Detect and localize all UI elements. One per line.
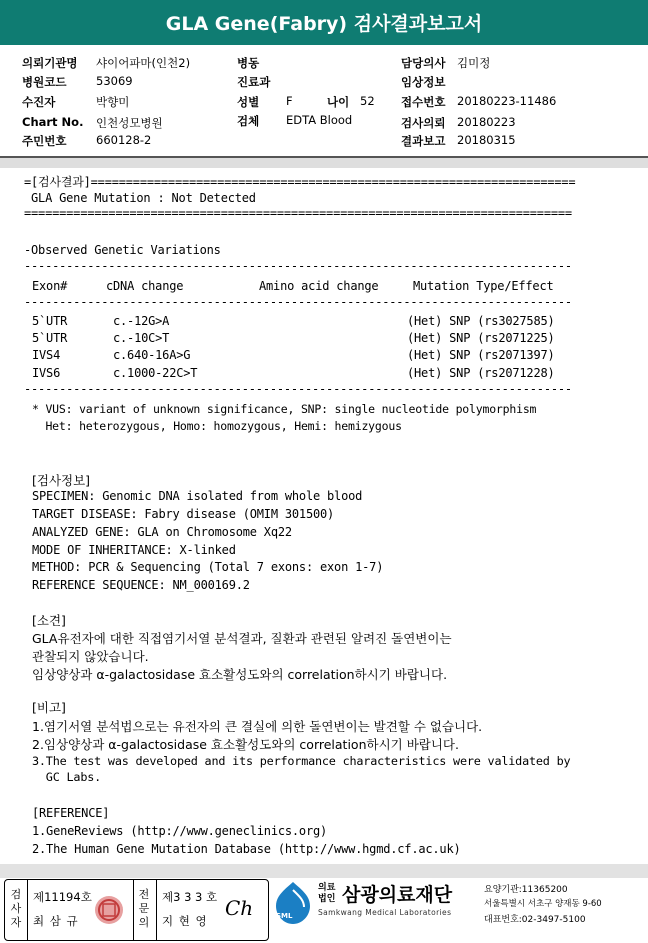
- org-english-name: Samkwang Medical Laboratories: [318, 908, 452, 917]
- double-rule: ==============================================================================: [24, 206, 572, 220]
- org-prefix: 의료 법인: [318, 883, 336, 904]
- label-sex: 성별: [237, 95, 260, 109]
- row-exon: 5`UTR: [32, 331, 68, 345]
- col-amino: Amino acid change: [259, 279, 379, 293]
- inspector-label: 검 사 자: [10, 888, 22, 929]
- inspector-name: 최 삼 규: [33, 914, 79, 928]
- result-header: =[검사결과]=====================================================================: [24, 175, 576, 189]
- report-title: GLA Gene(Fabry) 검사결과보고서: [0, 0, 648, 45]
- label-ward: 병동: [237, 56, 260, 70]
- mutation-summary: GLA Gene Mutation : Not Detected: [24, 191, 256, 205]
- row-cdna: c.-10C>T: [113, 331, 170, 345]
- label-resident-no: 주민번호: [22, 134, 67, 148]
- findings-line: GLA유전자에 대한 직접염기서열 분석결과, 질환과 관련된 알려진 돌연변이는: [32, 631, 452, 646]
- value-physician: 김미정: [457, 56, 491, 70]
- remarks-heading: [비고]: [32, 700, 66, 715]
- table-bottom-rule: ------------------------------------------------------------------------------: [24, 382, 572, 396]
- signature-box: [4, 879, 269, 941]
- label-hospital-code: 병원코드: [22, 75, 67, 89]
- label-age: 나이: [327, 95, 350, 109]
- label-report-date: 결과보고: [401, 134, 446, 148]
- test-info-line: REFERENCE SEQUENCE: NM_000169.2: [32, 578, 250, 592]
- label-department: 진료과: [237, 75, 271, 89]
- footer-gray-band: [0, 864, 648, 878]
- institution-code: 요양기관:11365200: [484, 885, 568, 895]
- label-clinical-info: 임상정보: [401, 75, 446, 89]
- row-exon: 5`UTR: [32, 314, 68, 328]
- observed-heading: -Observed Genetic Variations: [24, 243, 221, 257]
- patient-info: [0, 49, 648, 159]
- doctor-license: 제3 3 3 호: [162, 890, 218, 904]
- findings-line: 임상양상과 α-galactosidase 효소활성도와의 correlation하시기 바랍니다.: [32, 667, 448, 682]
- remarks-line: 3.The test was developed and its performance characteristics were validated by: [32, 754, 571, 768]
- findings-heading: [소견]: [32, 613, 66, 628]
- specialist-label: 전 문 의: [138, 888, 150, 929]
- test-info-line: MODE OF INHERITANCE: X-linked: [32, 543, 236, 557]
- value-resident-no: 660128-2: [96, 133, 152, 147]
- inspector-seal-icon: [93, 892, 125, 928]
- test-info-line: ANALYZED GENE: GLA on Chromosome Xq22: [32, 525, 292, 539]
- row-effect: (Het) SNP (rs3027585): [407, 314, 555, 328]
- table-top-rule: ------------------------------------------------------------------------------: [24, 259, 572, 273]
- row-exon: IVS6: [32, 366, 61, 380]
- label-specimen: 검체: [237, 114, 260, 128]
- row-cdna: c.640-16A>G: [113, 348, 191, 362]
- header-gray-band: [0, 158, 648, 168]
- test-info-line: METHOD: PCR & Sequencing (Total 7 exons: exon 1-7): [32, 560, 384, 574]
- value-age: 52: [360, 94, 375, 108]
- remarks-line: 2.임상양상과 α-galactosidase 효소활성도와의 correlation하시기 바랍니다.: [32, 737, 459, 752]
- table-header-rule: ------------------------------------------------------------------------------: [24, 295, 572, 309]
- col-cdna: cDNA change: [106, 279, 184, 293]
- value-patient-name: 박향미: [96, 95, 130, 109]
- row-effect: (Het) SNP (rs2071228): [407, 366, 555, 380]
- test-info-heading: [검사정보]: [32, 473, 91, 488]
- row-cdna: c.-12G>A: [113, 314, 170, 328]
- inspector-license: 제11194호: [33, 890, 92, 904]
- remarks-line: GC Labs.: [32, 770, 102, 784]
- label-physician: 담당의사: [401, 56, 446, 70]
- reference-heading: [REFERENCE]: [32, 806, 110, 820]
- col-effect: Mutation Type/Effect: [413, 279, 554, 293]
- value-receipt-no: 20180223-11486: [457, 94, 557, 108]
- org-name: 삼광의료재단: [342, 884, 453, 906]
- org-phone: 대표번호:02-3497-5100: [484, 915, 586, 925]
- row-effect: (Het) SNP (rs2071225): [407, 331, 555, 345]
- value-report-date: 20180315: [457, 133, 516, 147]
- row-cdna: c.1000-22C>T: [113, 366, 198, 380]
- doctor-name: 지 현 영: [162, 914, 208, 928]
- value-request-date: 20180223: [457, 115, 516, 129]
- label-chart-no: Chart No.: [22, 115, 84, 129]
- org-address: 서울특별시 서초구 양재동 9-60: [484, 899, 602, 909]
- zygosity-note: Het: heterozygous, Homo: homozygous, Hemi: hemizygous: [32, 419, 402, 433]
- value-chart-no: 인천성모병원: [96, 116, 163, 130]
- test-info-line: TARGET DISEASE: Fabry disease (OMIM 301500): [32, 507, 335, 521]
- findings-line: 관찰되지 않았습니다.: [32, 649, 149, 664]
- logo-text: SML: [276, 912, 293, 920]
- test-info-line: SPECIMEN: Genomic DNA isolated from whole blood: [32, 489, 363, 503]
- col-exon: Exon#: [32, 279, 68, 293]
- abbreviation-note: * VUS: variant of unknown significance, SNP: single nucleotide polymorphism: [32, 402, 537, 416]
- value-specimen: EDTA Blood: [286, 113, 353, 127]
- row-effect: (Het) SNP (rs2071397): [407, 348, 555, 362]
- reference-line: 2.The Human Gene Mutation Database (http://www.hgmd.cf.ac.uk): [32, 842, 461, 856]
- label-receipt-no: 접수번호: [401, 95, 446, 109]
- value-sex: F: [286, 94, 293, 108]
- value-hospital-code: 53069: [96, 74, 133, 88]
- label-request-date: 검사의뢰: [401, 116, 446, 130]
- label-requesting-institution: 의뢰기관명: [22, 56, 78, 70]
- value-requesting-institution: 샤이어파마(인천2): [96, 56, 191, 70]
- label-patient-name: 수진자: [22, 95, 56, 109]
- remarks-line: 1.염기서열 분석법으로는 유전자의 큰 결실에 의한 돌연변이는 발견할 수 없습니다.: [32, 719, 483, 734]
- reference-line: 1.GeneReviews (http://www.geneclinics.org): [32, 824, 328, 838]
- row-exon: IVS4: [32, 348, 61, 362]
- doctor-signature: Ch: [225, 896, 254, 920]
